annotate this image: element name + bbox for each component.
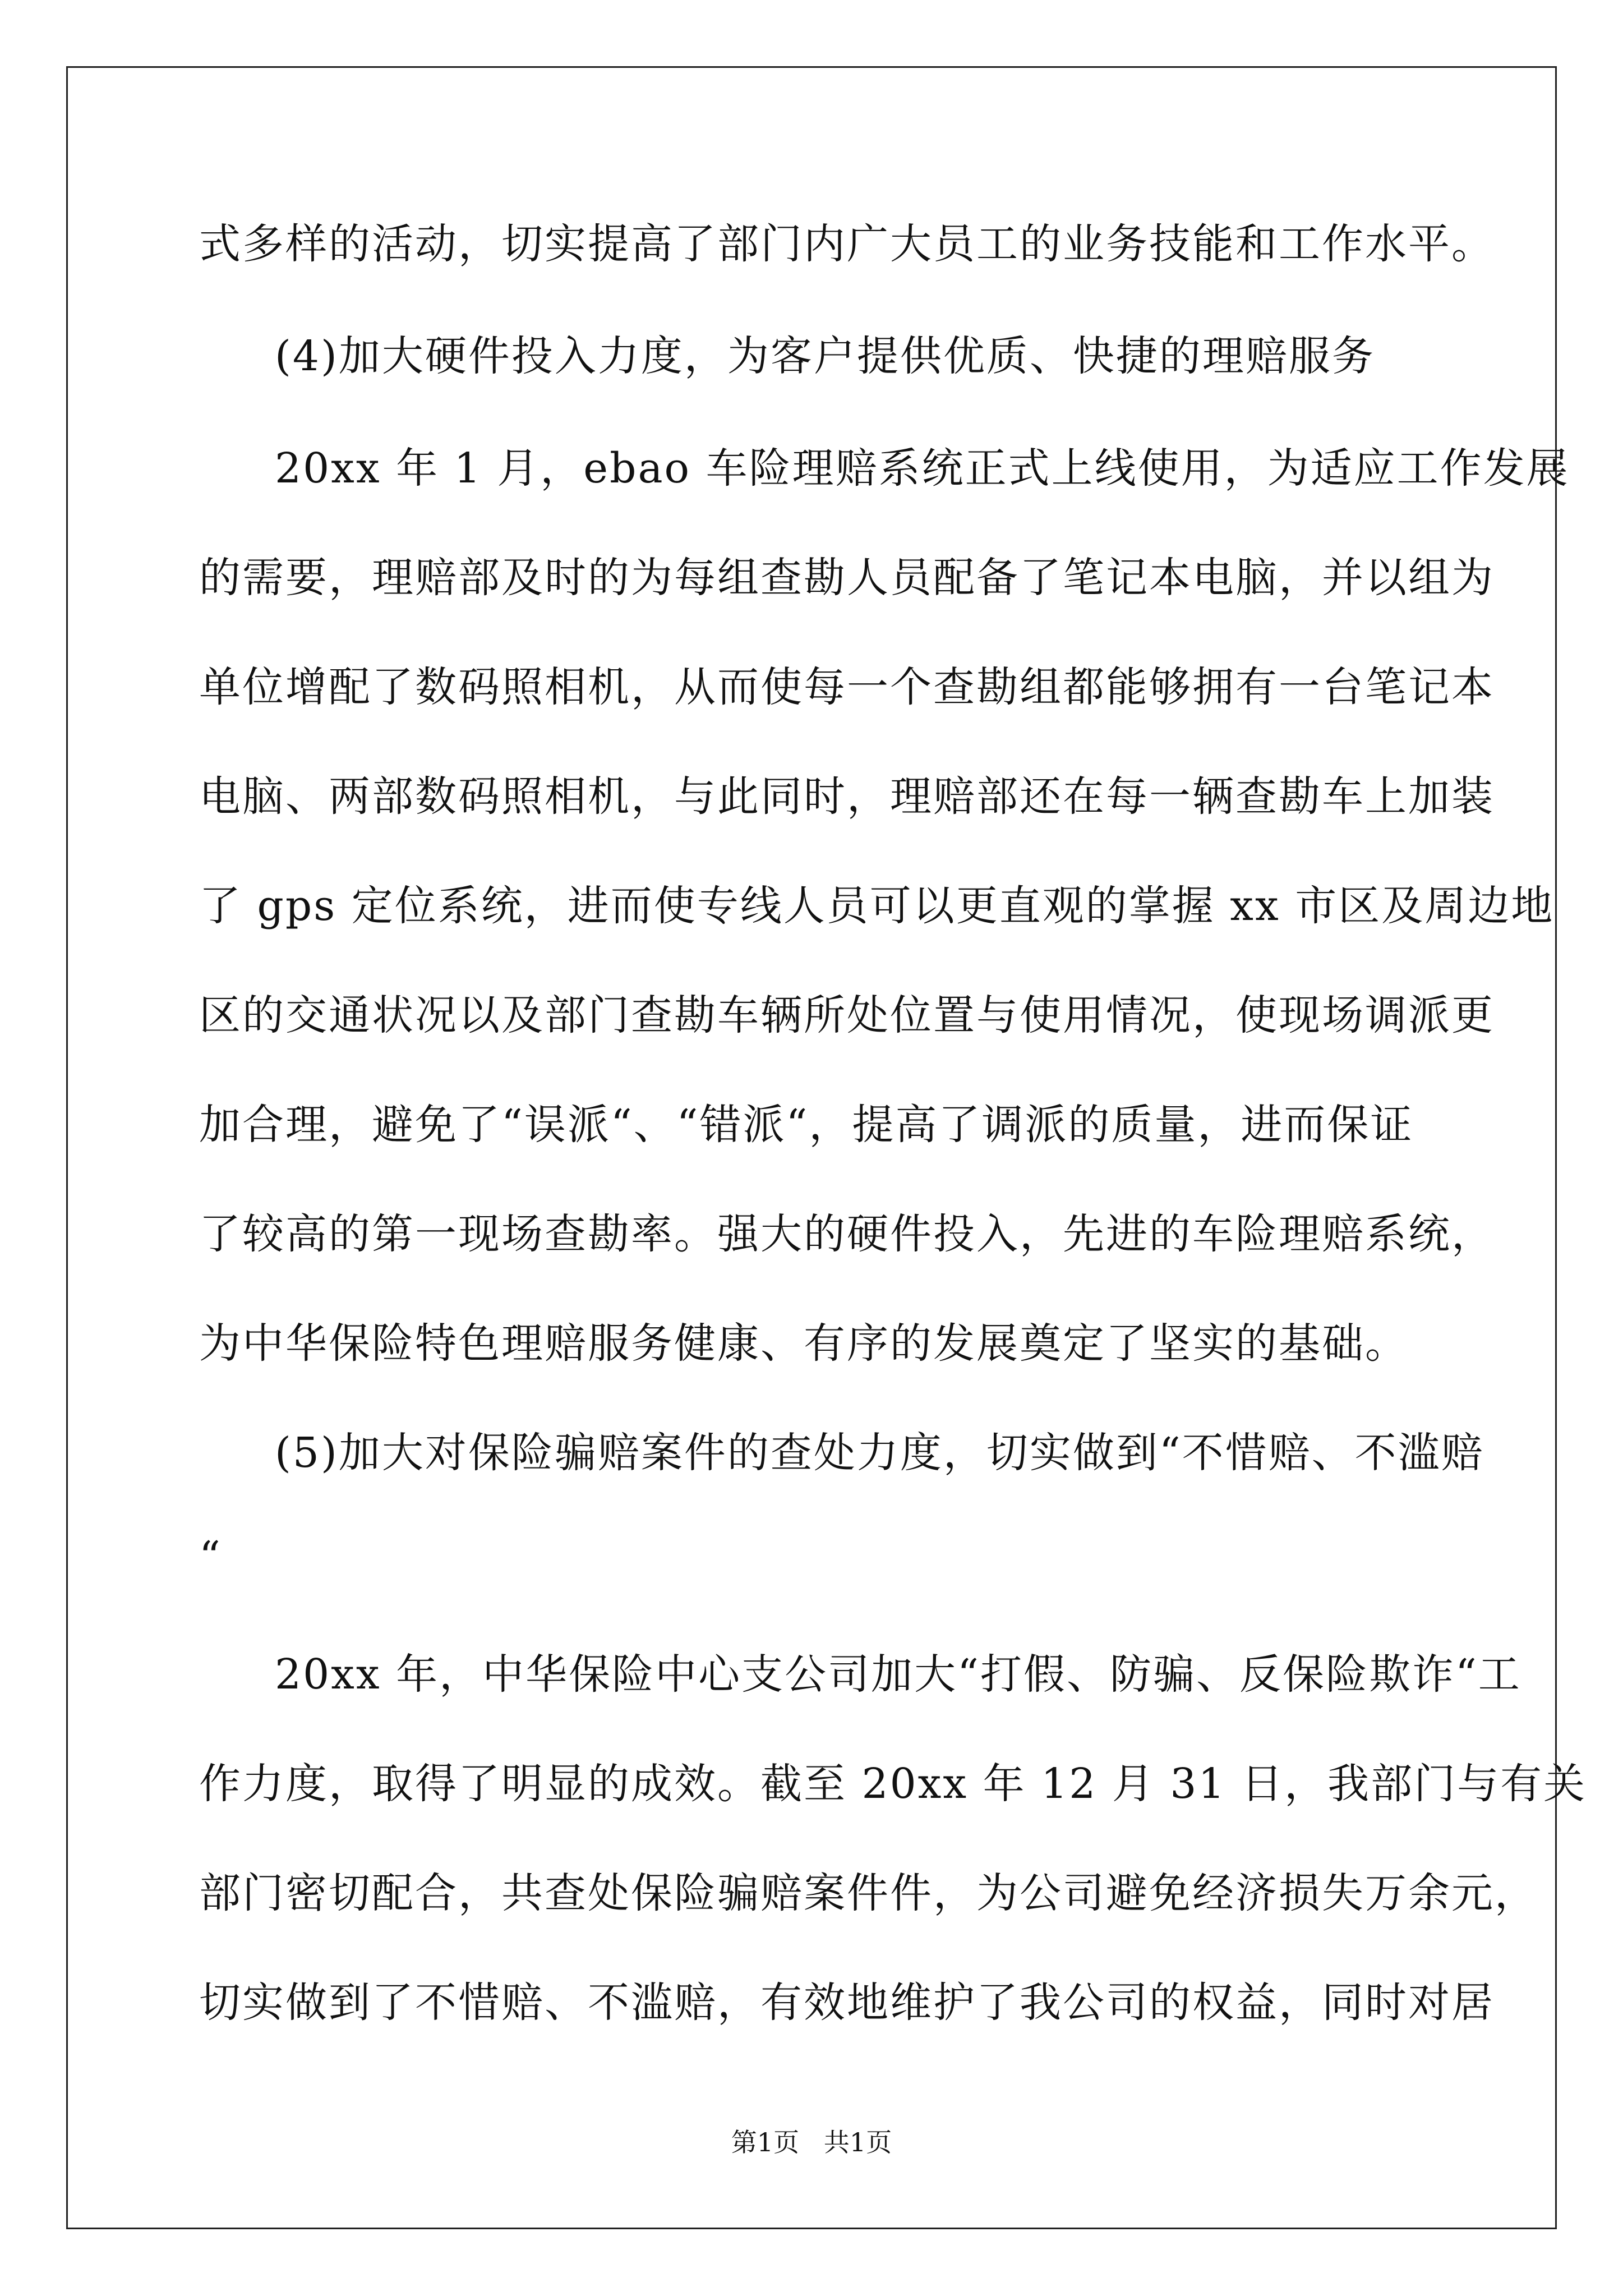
paragraph-line: 为中华保险特色理赔服务健康、有序的发展奠定了坚实的基础。: [199, 1319, 1408, 1368]
paragraph-line: 20xx 年 1 月，ebao 车险理赔系统正式上线使用，为适应工作发展: [275, 444, 1570, 493]
section-heading: (4)加大硬件投入力度，为客户提供优质、快捷的理赔服务: [275, 332, 1375, 380]
paragraph-line: 的需要，理赔部及时的为每组查勘人员配备了笔记本电脑，并以组为: [199, 554, 1495, 602]
paragraph-line: 电脑、两部数码照相机，与此同时，理赔部还在每一辆查勘车上加装: [199, 772, 1495, 821]
paragraph-line: 了 gps 定位系统，进而使专线人员可以更直观的掌握 xx 市区及周边地: [199, 882, 1555, 930]
paragraph-line: 部门密切配合，共查处保险骗赔案件件，为公司避免经济损失万余元，: [199, 1869, 1538, 1917]
paragraph-line: 区的交通状况以及部门查勘车辆所处位置与使用情况，使现场调派更: [199, 991, 1495, 1039]
paragraph-line: 单位增配了数码照相机，从而使每一个查勘组都能够拥有一台笔记本: [199, 663, 1495, 711]
paragraph-line: “: [199, 1533, 222, 1581]
section-heading: (5)加大对保险骗赔案件的查处力度，切实做到“不惜赔、不滥赔: [275, 1429, 1484, 1477]
paragraph-line: 20xx 年，中华保险中心支公司加大“打假、防骗、反保险欺诈“工: [275, 1650, 1521, 1699]
page-footer: 第1页 共1页: [731, 2127, 892, 2157]
paragraph-line: 作力度，取得了明显的成效。截至 20xx 年 12 月 31 日，我部门与有关: [199, 1760, 1587, 1808]
paragraph-line: 加合理，避免了“误派“、“错派“，提高了调派的质量，进而保证: [199, 1101, 1414, 1149]
paragraph-line: 了较高的第一现场查勘率。强大的硬件投入，先进的车险理赔系统，: [199, 1210, 1495, 1258]
paragraph-line: 式多样的活动，切实提高了部门内广大员工的业务技能和工作水平。: [199, 220, 1495, 268]
paragraph-line: 切实做到了不惜赔、不滥赔，有效地维护了我公司的权益，同时对居: [199, 1978, 1495, 2027]
